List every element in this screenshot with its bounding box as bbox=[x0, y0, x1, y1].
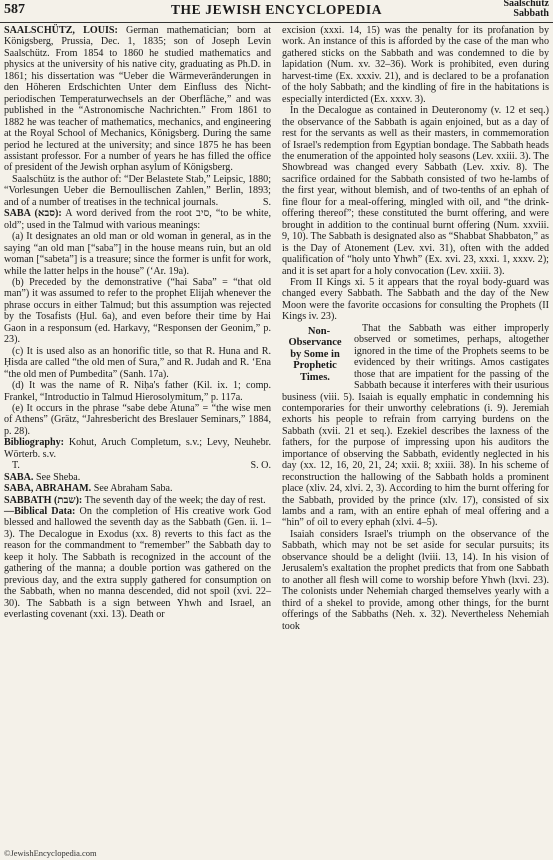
paragraph bbox=[4, 495, 271, 506]
paragraph bbox=[282, 277, 549, 323]
paragraph-text: (c) It is used also as an honorific title, so that R. Huna and R. Ḥisda are called “the old men of Sura,” and R. Judah and R. ‘Ena “the old men of Pumbedita” (Sanh. 17a). bbox=[4, 345, 271, 380]
paragraph-text: (b) Preceded by the demonstrative (“hai Saba” = “that old man”) it was assumed to refer to the prophet Elijah whenever the phrase occurs in either Talmud; but this assumption was rejected by the Tosafists (Ḥul. 6a), and even before their time by Hai Gaon in a responsum (ed. Harkavy, “Responsen der Geonim,” p. 23). bbox=[4, 276, 271, 346]
paragraph bbox=[4, 460, 271, 471]
paragraph bbox=[4, 483, 271, 494]
paragraph-text: excision (xxxi. 14, 15) was the penalty for its profanation by work. An instance of this is afforded by the case of the man who gathered sticks on the Sabbath and was condemned to die by lapidation (Num. xv. 32–36). Work is prohibited, even during harvest-time (Ex. xxxiv. 21), and is declared to be a profanation of the holy Sabbath; and the kindling of fire in the habitations is especially interdicted (Ex. xxxv. 3). bbox=[282, 25, 549, 105]
headword: SABA. bbox=[4, 471, 34, 483]
paragraph bbox=[4, 25, 271, 174]
paragraph bbox=[4, 437, 271, 460]
paragraph-text: German mathematician; born at Königsberg, Prussia, Dec. 1, 1835; son of Joseph Levin Saalschütz. From 1854 to 1860 he studied mathematics and physics at the university of his native city, graduating as Ph.D. in 1861; his dissertation was “Ueber die Wärmeveränderungen in den Höheren Erdschichten Unter dem Einfluss des Nicht-periodischen Temperaturwechsels an der Oberfläche,” and was published in the “Astronomische Nachrichten.” From 1861 to 1882 he was teacher of mathematics, mechanics, and engineering at the Royal School of Mechanics, Königsberg. During the same period he lectured at the university; and since 1875 he has been assistant professor. For a number of years he has filled the office of president of the Jewish orphan asylum of Königsberg. bbox=[4, 25, 271, 174]
paragraph-text: A word derived from the root סיב, “to be white, old”; used in the Talmud with various meanings: bbox=[4, 208, 271, 231]
headword: SAALSCHÜTZ, LOUIS: bbox=[4, 25, 118, 36]
headword: SABA, ABRAHAM. bbox=[4, 483, 92, 495]
running-head bbox=[503, 0, 549, 19]
paragraph bbox=[4, 346, 271, 380]
paragraph-text: Kohut, Aruch Completum, s.v.; Levy, Neuhebr. Wörterb. s.v. bbox=[4, 437, 271, 460]
paragraph bbox=[4, 472, 271, 483]
margin-heading: Non-Observance by Some in Prophetic Times. bbox=[288, 325, 342, 383]
footer-credit: ©JewishEncyclopedia.com bbox=[4, 848, 97, 858]
paragraph bbox=[4, 403, 271, 437]
author-signature: S. bbox=[262, 196, 271, 208]
headword: SABBATH (שבת): bbox=[4, 494, 83, 506]
paragraph bbox=[4, 174, 271, 208]
paragraph-text: The seventh day of the week; the day of rest. bbox=[82, 494, 266, 506]
paragraph bbox=[4, 277, 271, 346]
paragraph bbox=[282, 323, 549, 529]
paragraph bbox=[282, 529, 549, 632]
headword: SABA (סבא): bbox=[4, 208, 62, 220]
paragraph bbox=[4, 506, 271, 621]
headword: Bibliography: bbox=[4, 437, 65, 449]
paragraph bbox=[4, 380, 271, 403]
right-column bbox=[282, 25, 549, 632]
paragraph-text: (a) It designates an old man or old woman in general, as in the saying “an old man [“saba”] in the house means ruin, but an old woman [“sabeta”] is a treasure; since the former is unfit for work, while the latter helps in the house” (‘Ar. 19a). bbox=[4, 231, 271, 277]
paragraph-text: (d) It was the name of R. Niḥa's father (Kil. ix. 1; comp. Frankel, “Introductio in Talmud Hierosolymitum,” p. 117a. bbox=[4, 380, 271, 403]
paragraph-text: Isaiah considers Israel's triumph on the observance of the Sabbath, which may not be set aside for secular pursuits; its observance should be a delight (lviii. 13, 14). In his vision of Jerusalem's exaltation the prophet predicts that from one Sabbath to another all flesh will come to worship before Yhwh (lxvi. 23). The colonists under Nehemiah charged themselves yearly with a third of a shekel to provide, among other things, for the burnt offerings of the Sabbaths (Neh. x. 32). Nevertheless Nehemiah took bbox=[282, 528, 549, 632]
page-header bbox=[0, 0, 553, 23]
headword: —Biblical Data: bbox=[4, 506, 76, 518]
paragraph-text: From II Kings xi. 5 it appears that the royal body-guard was changed every Sabbath. The Sabbath and the day of the New Moon were the favorite occasions for consulting the Prophets (II Kings iv. 23). bbox=[282, 276, 549, 323]
paragraph bbox=[4, 231, 271, 277]
paragraph-text: Saalschütz is the author of: “Der Belastete Stab,” Leipsic, 1880; “Vorlesungen Ueber die Bernoullischen Zahlen,” Berlin, 1893; and of a number of treatises in the technical journals. bbox=[4, 173, 271, 208]
left-column bbox=[4, 25, 271, 621]
paragraph-text: (e) It occurs in the phrase “sabe debe Atuna” = “the wise men of Athens” (Grätz, “Jahresbericht des Breslauer Seminars,” 1884, p. 28). bbox=[4, 402, 271, 437]
publication-title: THE JEWISH ENCYCLOPEDIA bbox=[170, 2, 383, 17]
paragraph bbox=[4, 208, 271, 231]
page-number: 587 bbox=[4, 2, 25, 17]
running-head-start: Saalschütz bbox=[503, 0, 549, 9]
paragraph-text: See Sheba. bbox=[33, 471, 81, 483]
author-signature: S. O. bbox=[250, 460, 271, 472]
paragraph-text: That the Sabbath was either improperly observed or sometimes, perhaps, altogether ignored in the time of the Prophets seems to be evidenced by their writings. Amos castigates those that are impatient for the passing of the Sabbath because it interferes with their usurious business (viii. 5). Isaiah is equally emphatic in condemning his contemporaries for their unworthy celebrations (i. 9). Jeremiah exhorts his people to refrain from carrying burdens on the Sabbath (xvii. 21 et seq.). Ezekiel describes the laxness of the fathers, for the purpose of impressing upon his auditors the importance of observing the Sabbath, evidently neglected in his day (xx. 12, 16, 20, 21, 24; xxii. 8; xxiii. 38). In his scheme of reconstruction the hallowing of the Sabbath holds a prominent place (xliv. 24, xlvi. 2, 3). According to him the burnt offering for the Sabbath, provided by the prince (xlv. 17), consisted of six lambs and a ram, with an entire ephah of meal offering and a “hin” of oil to every ephah (xlvi. 4–5). bbox=[282, 322, 549, 529]
paragraph-text: On the completion of His creative work God blessed and hallowed the seventh day as the Sabbath (Gen. ii. 1–3). The Decalogue in Exodus (xx. 8) reverts to this fact as the reason for the commandment to “remember” the Sabbath day to keep it holy. The Sabbath is recognized in the account of the gathering of the manna; a double portion was gathered on the previous day, and the extra supply gathered for consumption on the Sabbath, when no manna descended, did not spoil (xvi. 22–30). The Sabbath is a sign between Yhwh and Israel, an everlasting covenant (xxi. 13). Death or bbox=[4, 506, 271, 621]
paragraph bbox=[282, 105, 549, 277]
paragraph bbox=[282, 25, 549, 105]
paragraph-text: See Abraham Saba. bbox=[91, 483, 173, 495]
paragraph-text: T. bbox=[12, 460, 20, 472]
paragraph-text: In the Decalogue as contained in Deuteronomy (v. 12 et seq.) the observance of the Sabbath is again enjoined, but as a day of rest for the servants as well as their masters, in commemoration of Israel's redemption from Egyptian bondage. The Sabbath heads the enumeration of the appointed holy seasons (Lev. xxiii. 3). The Showbread was changed every Sabbath (Lev. xxiv. 8). The sacrifice ordained for the Sabbath consisted of two he-lambs of the first year, without blemish, and of two-tenths of an ephah of fine flour for a meal-offering, mingled with oil, and “the drink-offering thereof”; these constituted the burnt offering, and were brought in addition to the continual burnt offering (Num. xxviii. 9, 10). The Sabbath is designated also as “Shabbat Shabbaton,” as is the Day of Atonement (Lev. xvi. 31), often with the added qualification of “holy unto Yhwh” (Ex. xvi. 23, xxxi. 1, xxxv. 2); and it is set apart for a holy convocation (Lev. xxiii. 3). bbox=[282, 105, 549, 277]
running-head-end: Sabbath bbox=[513, 8, 549, 19]
